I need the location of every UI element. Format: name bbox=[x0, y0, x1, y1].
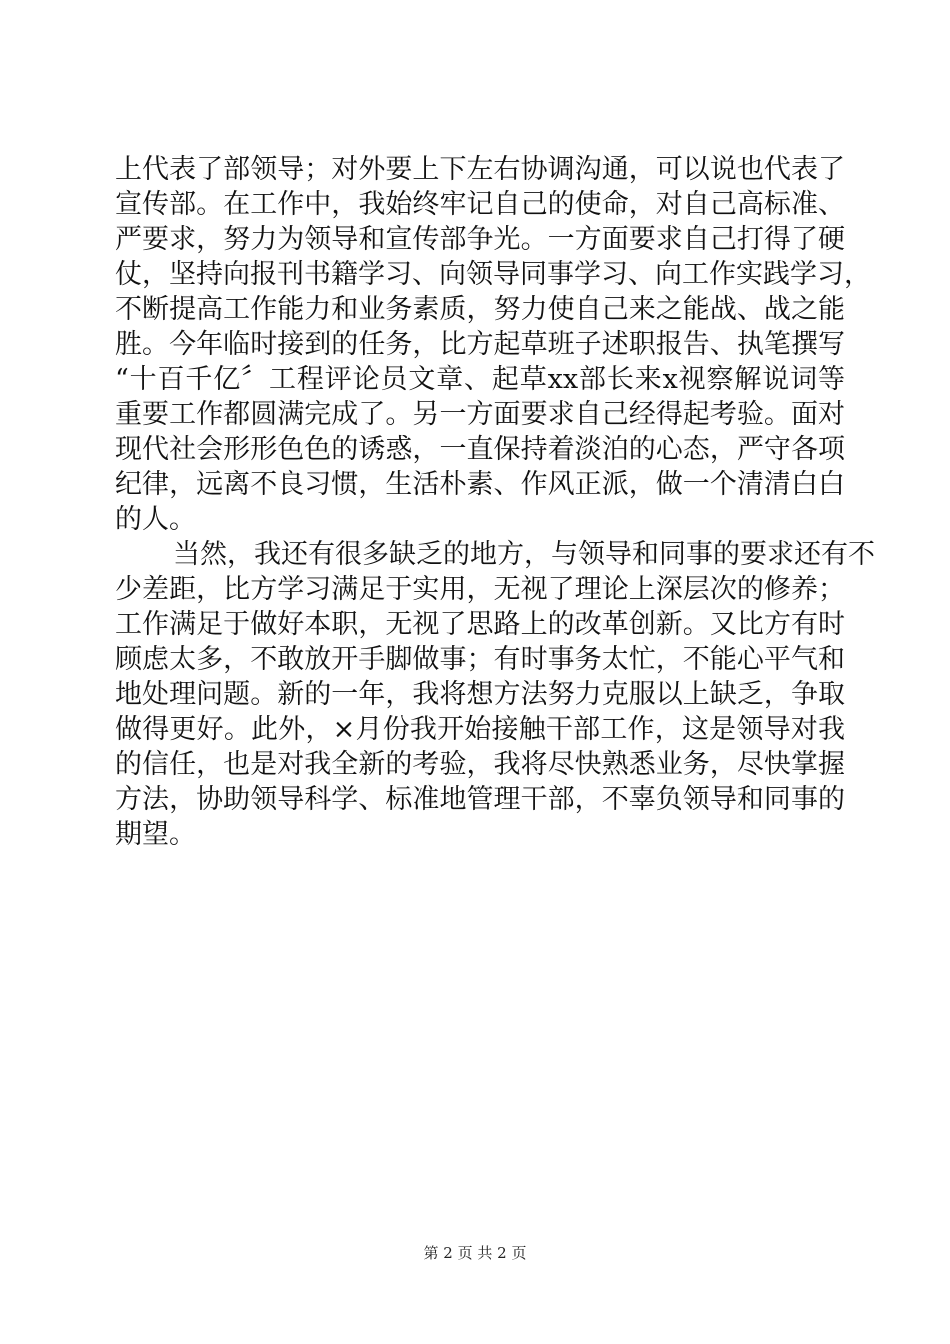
text-line: 胜。今年临时接到的任务，比方起草班子述职报告、执笔撰写 bbox=[115, 329, 845, 360]
text-line: 上代表了部领导；对外要上下左右协调沟通，可以说也代表了 bbox=[115, 154, 845, 185]
text-line: 纪律，远离不良习惯，生活朴素、作风正派，做一个清清白白 bbox=[115, 469, 845, 500]
text-line: 重要工作都圆满完成了。另一方面要求自己经得起考验。面对 bbox=[115, 399, 845, 430]
paragraph-1 bbox=[115, 152, 871, 537]
text-line: 少差距，比方学习满足于实用，无视了理论上深层次的修养； bbox=[115, 574, 845, 605]
text-line: 工作满足于做好本职，无视了思路上的改革创新。又比方有时 bbox=[115, 609, 845, 640]
text-line: 不断提高工作能力和业务素质，努力使自己来之能战、战之能 bbox=[115, 294, 845, 325]
text-line: 仗，坚持向报刊书籍学习、向领导同事学习、向工作实践学习， bbox=[115, 259, 871, 290]
text-line: 顾虑太多，不敢放开手脚做事；有时事务太忙，不能心平气和 bbox=[115, 644, 845, 675]
text-line: “十百千亿〞工程评论员文章、起草xx部长来x视察解说词等 bbox=[115, 364, 845, 395]
text-line: 的信任，也是对我全新的考验，我将尽快熟悉业务，尽快掌握 bbox=[115, 749, 845, 780]
text-line: 期望。 bbox=[115, 819, 196, 850]
text-line: 做得更好。此外，×月份我开始接触干部工作，这是领导对我 bbox=[115, 714, 845, 745]
page-number-footer: 第 2 页 共 2 页 bbox=[423, 1244, 527, 1262]
text-line: 宣传部。在工作中，我始终牢记自己的使命，对自己高标准、 bbox=[115, 189, 845, 220]
text-line: 当然，我还有很多缺乏的地方，与领导和同事的要求还有不 bbox=[173, 539, 875, 570]
text-line: 的人。 bbox=[115, 504, 196, 535]
text-line: 方法，协助领导科学、标准地管理干部，不辜负领导和同事的 bbox=[115, 784, 845, 815]
paragraph-2 bbox=[115, 537, 875, 852]
text-line: 现代社会形形色色的诱惑，一直保持着淡泊的心态，严守各项 bbox=[115, 434, 845, 465]
text-line: 地处理问题。新的一年，我将想方法努力克服以上缺乏，争取 bbox=[115, 679, 845, 710]
document-body bbox=[115, 152, 875, 852]
text-line: 严要求，努力为领导和宣传部争光。一方面要求自己打得了硬 bbox=[115, 224, 845, 255]
